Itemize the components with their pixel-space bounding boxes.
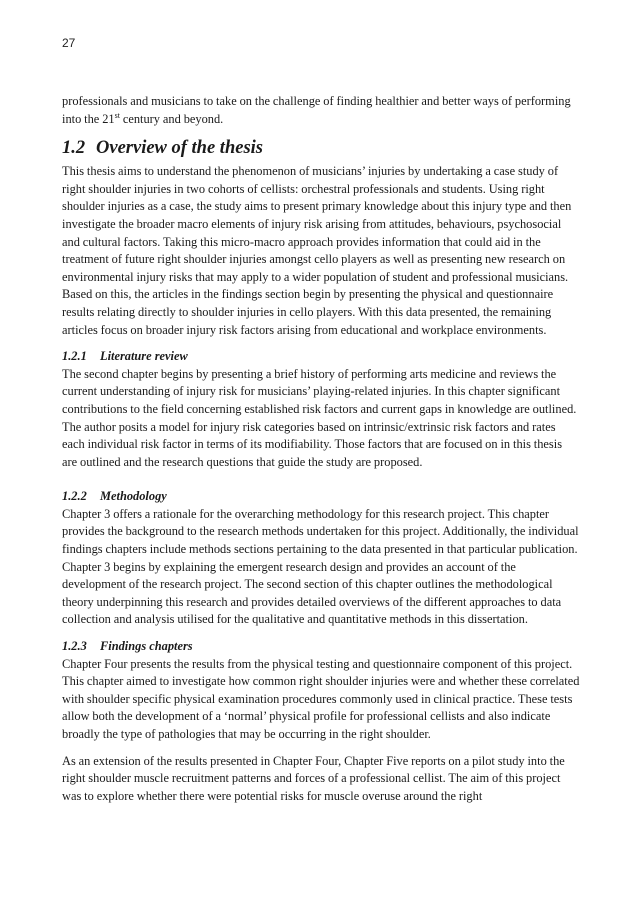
section-heading-1-2 — [62, 137, 580, 159]
subsection-heading — [62, 488, 580, 506]
intro-paragraph — [62, 93, 580, 128]
page-content — [62, 93, 580, 814]
intro-superscript: st — [114, 110, 120, 120]
overview-paragraph: This thesis aims to understand the phenomenon of musicians’ injuries by undertaking a case study of right shoulder injuries in two cohorts of cellists: orchestral professionals and students. Using right shoulder injuries as a case, the study aims to present primary knowledge about this injury type and then investigate the broader macro elements of injury risk arising from attitudes, behaviours, psychosocial and cultural factors. Taking this micro-macro approach provides information that could aid in the treatment of future right shoulder injuries amongst cello players as well as presenting new research on environmental injury risks that may apply to a wider population of student and professional musicians. Based on this, the articles in the findings section begin by presenting the physical and questionnaire results relating directly to shoulder injuries in cello players. With this data presented, the remaining articles focus on broader injury risk factors arising from educational and workplace environments. — [62, 164, 572, 337]
section-title: Overview of the thesis — [96, 138, 263, 159]
page-number: 27 — [62, 36, 76, 50]
subsection-title: Findings chapters — [100, 639, 193, 654]
subsection-methodology — [62, 488, 580, 629]
subsection-number: 1.2.3 — [62, 639, 87, 654]
intro-text-end: century and beyond. — [119, 111, 224, 126]
section-number: 1.2 — [62, 138, 86, 159]
findings-paragraph: Chapter Four presents the results from the physical testing and questionnaire component of this project. This chapter aimed to investigate how common right shoulder injuries were and whether these correlated with shoulder specific physical examination procedures commonly used in clinical practice. These tests allow both the development of a ‘normal’ physical profile for professional cellists and also indicate broadly the type of pathologies that may be occurring in the right shoulder. — [62, 656, 580, 741]
subsection-title: Methodology — [100, 489, 167, 504]
subsection-title: Literature review — [100, 349, 188, 364]
subsection-literature-review — [62, 348, 580, 471]
literature-review-paragraph: The second chapter begins by presenting a brief history of performing arts medicine and reviews the current understanding of injury risk for musicians’ playing-related injuries. In this chapter significant contributions to the field concerning established risk factors and current gaps in knowledge are outlined. The author posits a model for injury risk categories based on intrinsic/extrinsic risk factors and rates each individual risk factor in terms of its modifiability. Those factors that are focused on in this thesis are outlined and the research questions that guide the study are proposed. — [62, 366, 577, 469]
intro-text: professionals and musicians to take on the challenge of finding healthier and better ways of performing into the 21 — [62, 94, 571, 126]
methodology-paragraph: Chapter 3 offers a rationale for the overarching methodology for this research project. This chapter provides the background to the research methods undertaken for this project. Additionally, the individual findings chapters include methods sections pertaining to the data presented in that particular publication. Chapter 3 begins by explaining the emergent research design and provides an account of the development of the research project. The second section of this chapter outlines the methodological theory underpinning this research and provides detailed overviews of the different approaches to data collection and analysis utilised for the qualitative and quantitative methods in this dissertation. — [62, 506, 579, 627]
findings-paragraph-2: As an extension of the results presented in Chapter Four, Chapter Five reports on a pilot study into the right shoulder muscle recruitment patterns and forces of a professional cellist. The aim of this project was to explore whether there were potential risks for muscle overuse around the right — [62, 753, 565, 803]
subsection-findings-chapters — [62, 638, 580, 805]
subsection-number: 1.2.2 — [62, 489, 87, 504]
subsection-heading — [62, 348, 580, 366]
subsection-number: 1.2.1 — [62, 349, 87, 364]
subsection-heading — [62, 638, 580, 656]
